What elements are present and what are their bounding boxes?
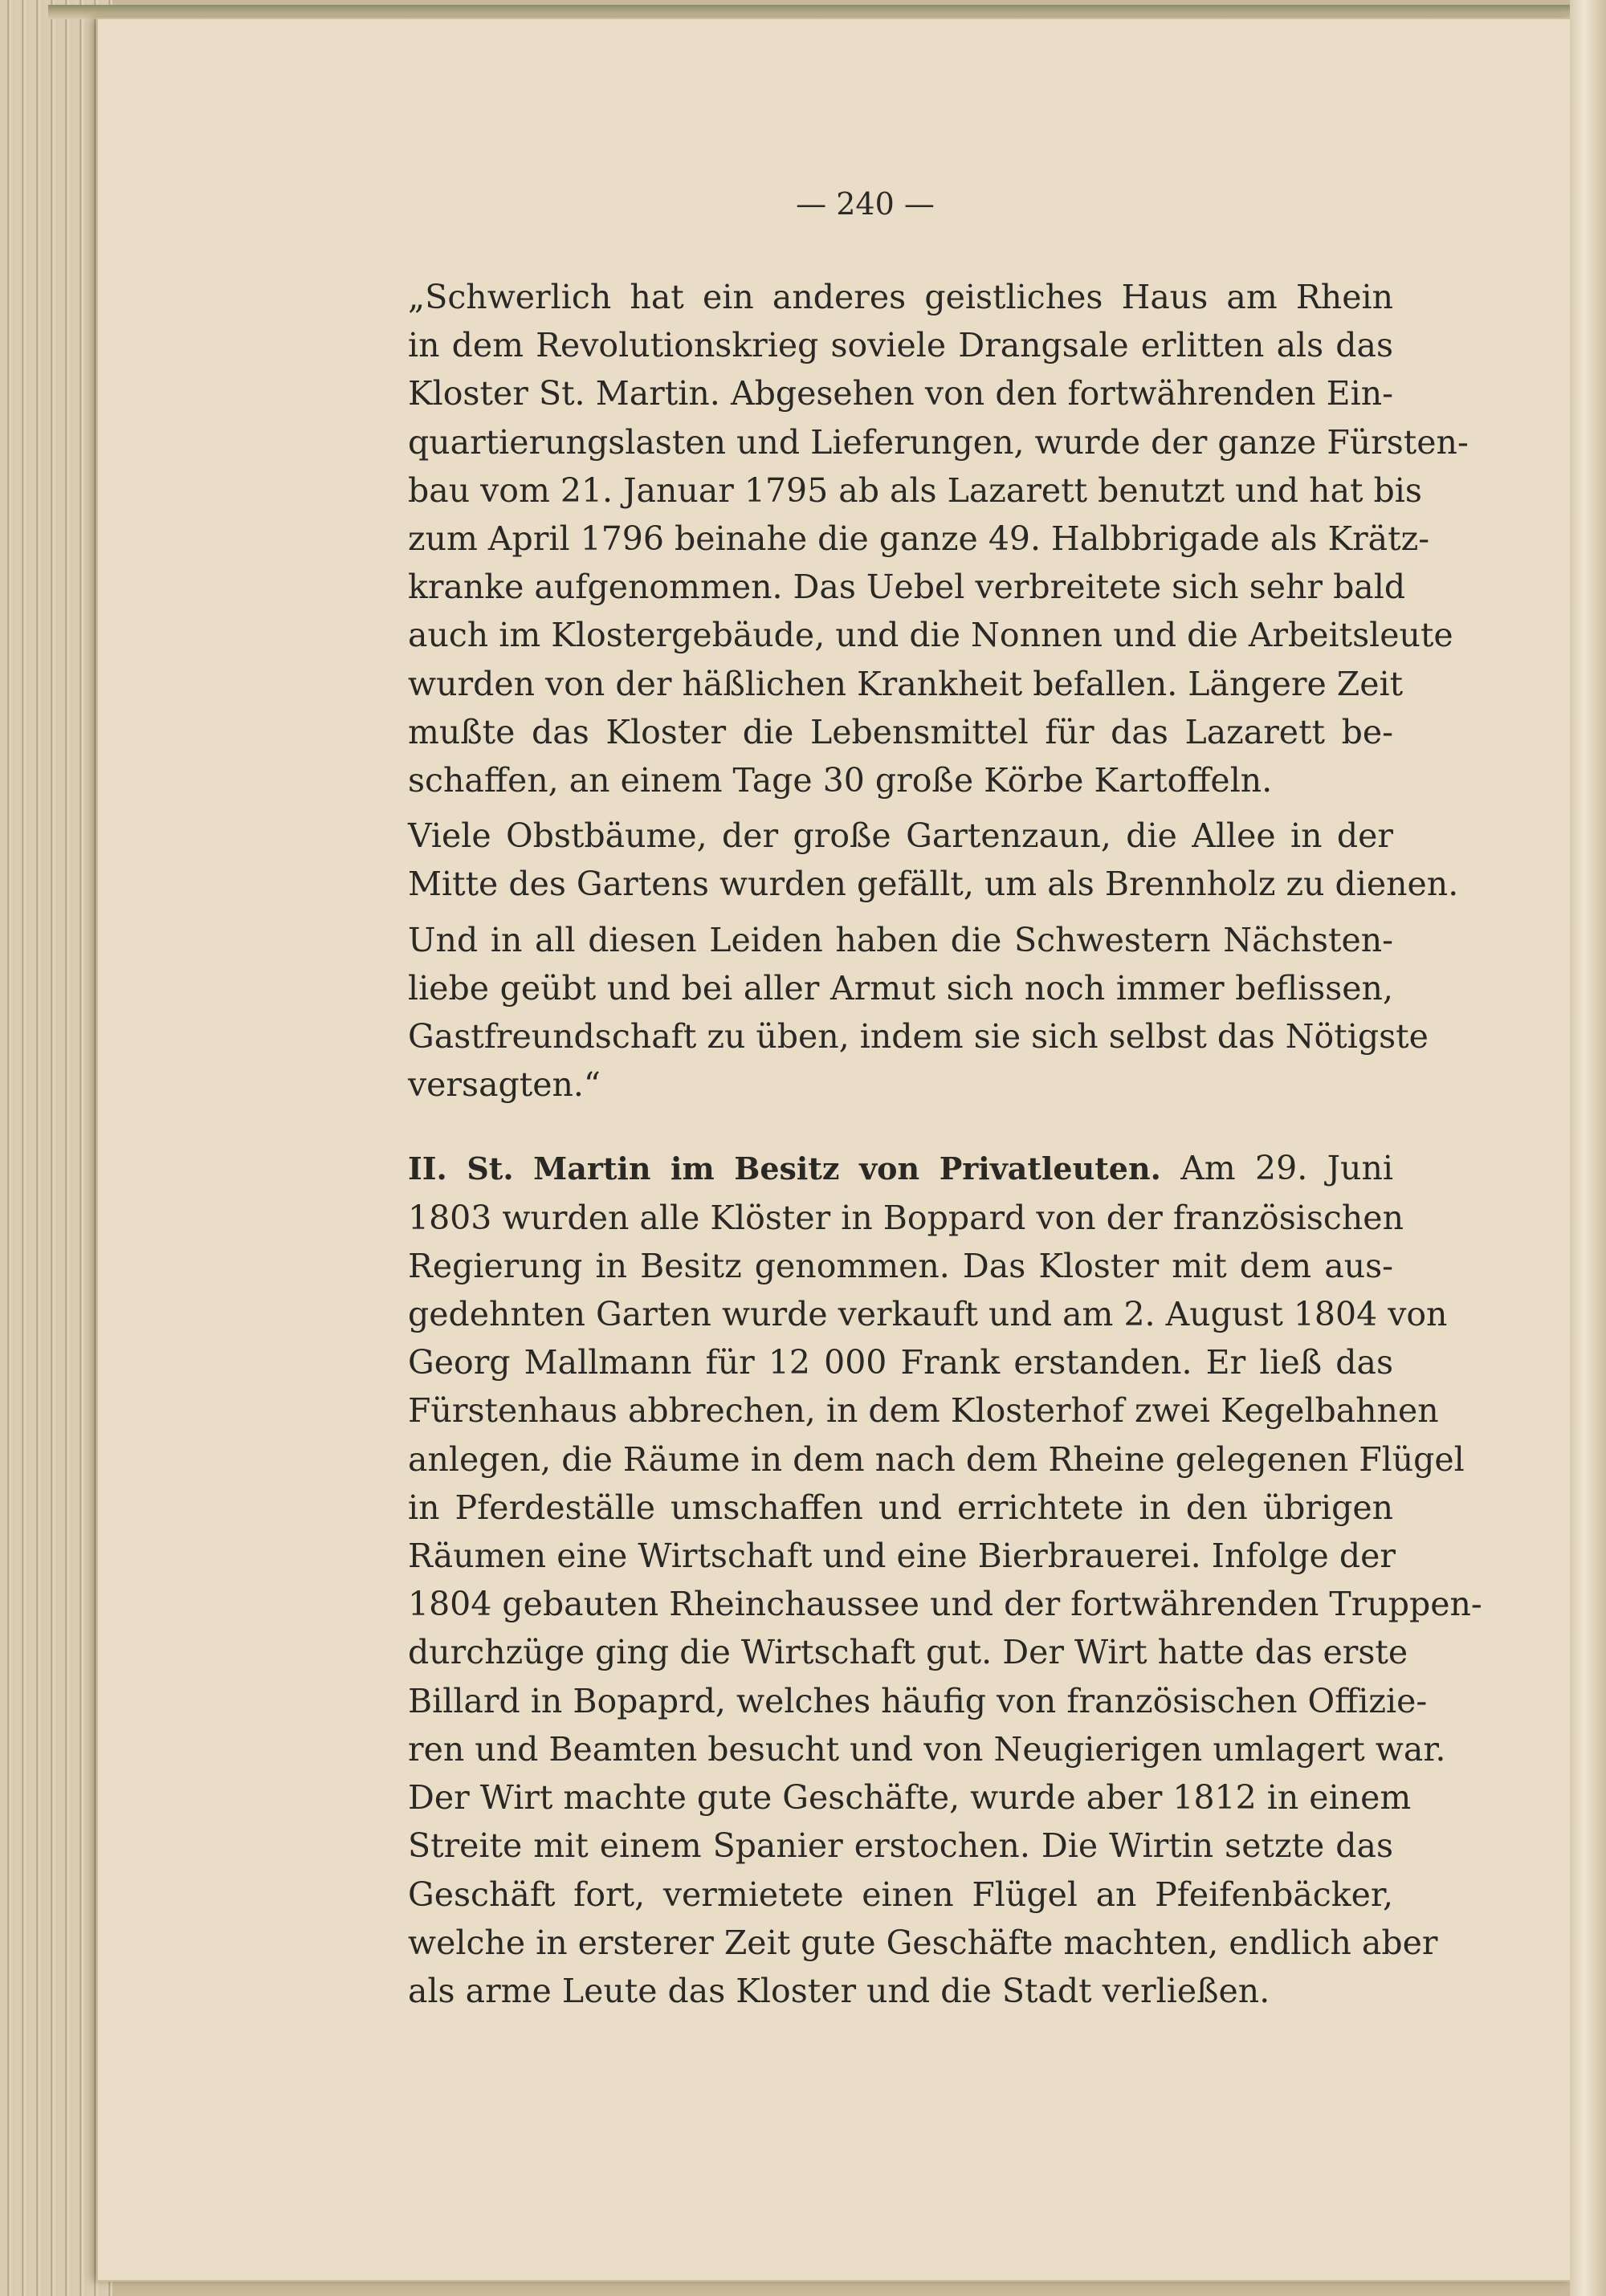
text-line: „Schwerlich hat ein anderes geistliches Haus am Rhein	[408, 278, 1393, 316]
paragraph-1	[313, 273, 1469, 804]
text-line: zum April 1796 beinahe die ganze 49. Halbbrigade als Krätz-	[408, 519, 1430, 559]
text-line: 1804 gebauten Rheinchaussee und der fortwährenden Truppen-	[408, 1585, 1482, 1624]
text-line: Billard in Bopaprd, welches häufig von französischen Offizie-	[408, 1681, 1428, 1720]
page-number: — 240 —	[796, 186, 935, 222]
text-line: schaffen, an einem Tage 30 große Körbe Kartoffeln.	[408, 761, 1273, 800]
text-line: Geschäft fort, vermietete einen Flügel an Pfeifenbäcker,	[408, 1875, 1393, 1914]
text-line: wurden von der häßlichen Krankheit befallen. Längere Zeit	[408, 664, 1404, 703]
text-line: anlegen, die Räume in dem nach dem Rheine gelegenen Flügel	[408, 1439, 1465, 1479]
section-first-line-rest: Am 29. Juni	[1180, 1149, 1393, 1188]
text-line: Gastfreundschaft zu üben, indem sie sich selbst das Nötigste	[408, 1017, 1429, 1056]
text-line: in Pferdeställe umschaffen und errichtete in den übrigen	[408, 1488, 1393, 1527]
text-line: kranke aufgenommen. Das Uebel verbreitete sich sehr bald	[408, 568, 1406, 607]
text-line: Mitte des Gartens wurden gefällt, um als Brennholz zu dienen.	[408, 865, 1459, 904]
text-line: mußte das Kloster die Lebensmittel für das Lazarett be-	[408, 712, 1393, 751]
book-page-edges	[0, 0, 112, 2296]
text-line: gedehnten Garten wurde verkauft und am 2. August 1804 von	[408, 1295, 1448, 1334]
section-paragraph	[313, 1144, 1482, 2015]
text-line: Kloster St. Martin. Abgesehen von den fortwährenden Ein-	[408, 374, 1393, 413]
text-line: Der Wirt machte gute Geschäfte, wurde aber 1812 in einem	[408, 1778, 1412, 1818]
text-line: 1803 wurden alle Klöster in Boppard von der französischen	[408, 1198, 1404, 1237]
book-right-edge	[1570, 0, 1606, 2296]
text-line: Georg Mallmann für 12 000 Frank erstanden. Er ließ das	[408, 1343, 1393, 1382]
text-line: Regierung in Besitz genommen. Das Kloster mit dem aus-	[408, 1246, 1393, 1285]
text-line: Streite mit einem Spanier erstochen. Die Wirtin setzte das	[408, 1826, 1393, 1866]
text-line: versagten.“	[408, 1065, 601, 1105]
text-line: in dem Revolutionskrieg soviele Drangsale erlitten als das	[408, 326, 1393, 365]
text-line: welche in ersterer Zeit gute Geschäfte machten, endlich aber	[408, 1923, 1438, 1962]
text-line: auch im Klostergebäude, und die Nonnen und die Arbeitsleute	[408, 616, 1453, 655]
text-line: quartierungslasten und Lieferungen, wurde der ganze Fürsten-	[408, 422, 1469, 462]
paragraph-3	[313, 916, 1429, 1109]
text-line: liebe geübt und bei aller Armut sich noch immer beflissen,	[408, 968, 1393, 1008]
paragraph-2	[313, 812, 1459, 908]
text-line: bau vom 21. Januar 1795 ab als Lazarett benutzt und hat bis	[408, 470, 1422, 510]
text-line: durchzüge ging die Wirtschaft gut. Der Wirt hatte das erste	[408, 1633, 1408, 1672]
text-line: Räumen eine Wirtschaft und eine Bierbrauerei. Infolge der	[408, 1537, 1396, 1576]
text-line: Viele Obstbäume, der große Gartenzaun, die Allee in der	[408, 816, 1393, 856]
text-line: ren und Beamten besucht und von Neugierigen umlagert war.	[408, 1729, 1446, 1769]
text-line: als arme Leute das Kloster und die Stadt verließen.	[408, 1971, 1270, 2010]
text-line: Fürstenhaus abbrechen, in dem Klosterhof zwei Kegelbahnen	[408, 1391, 1439, 1431]
section-heading: II. St. Martin im Besitz von Privatleuten.	[408, 1150, 1161, 1187]
text-line: Und in all diesen Leiden haben die Schwestern Nächsten-	[408, 920, 1393, 959]
page-body	[313, 273, 1482, 2015]
section-first-line	[313, 1144, 1393, 1193]
